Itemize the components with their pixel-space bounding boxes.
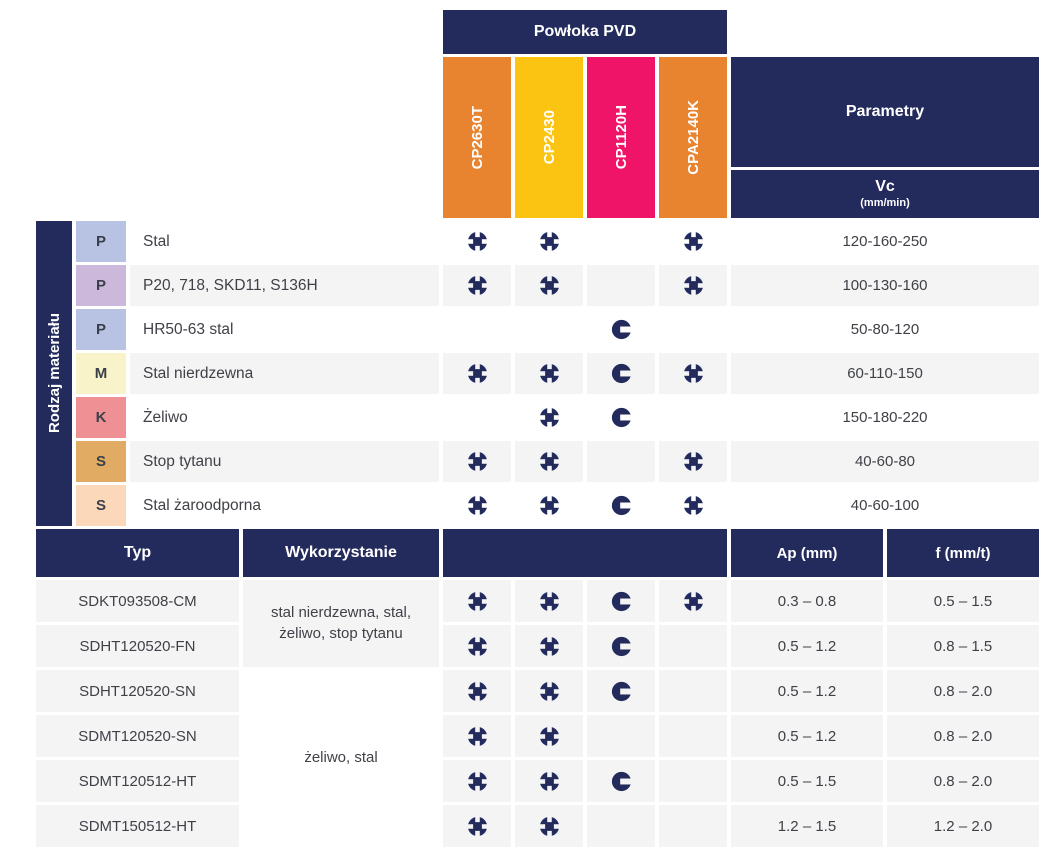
f-value: 0.8 – 2.0 [887, 715, 1039, 757]
f-value: 0.5 – 1.5 [887, 580, 1039, 622]
ap-value: 0.3 – 0.8 [731, 580, 883, 622]
coating-mark-cell [443, 265, 511, 306]
gear-icon [683, 451, 704, 472]
coating-mark-cell [587, 715, 655, 757]
gear-icon [539, 231, 560, 252]
vc-label: Vc [875, 178, 895, 196]
gear-icon [539, 726, 560, 747]
coating-mark-cell [515, 760, 583, 802]
gear-icon [683, 591, 704, 612]
coating-mark-cell [443, 805, 511, 847]
coating-mark-cell [659, 485, 727, 526]
coating-mark-cell [587, 309, 655, 350]
empty-header-block [443, 529, 727, 577]
material-name: Stal żaroodporna [143, 496, 262, 514]
gear-icon [467, 451, 488, 472]
coating-mark-cell [515, 309, 583, 350]
pvd-coating-header: Powłoka PVD [443, 10, 727, 54]
ap-value: 0.5 – 1.2 [731, 715, 883, 757]
material-name: Żeliwo [143, 408, 188, 426]
usage-cell: żeliwo, stal [304, 749, 378, 767]
gear-icon [539, 495, 560, 516]
gear-icon [467, 495, 488, 516]
material-badge: P [76, 309, 126, 350]
coating-mark-cell [515, 625, 583, 667]
gear-icon [539, 591, 560, 612]
coating-mark-cell [587, 805, 655, 847]
type-code: SDMT120520-SN [36, 715, 239, 757]
gear-icon [467, 681, 488, 702]
coating-mark-cell [587, 221, 655, 262]
notched-circle-icon [611, 495, 632, 516]
coating-mark-cell [515, 353, 583, 394]
gear-icon [683, 495, 704, 516]
f-value: 1.2 – 2.0 [887, 805, 1039, 847]
coating-mark-cell [659, 441, 727, 482]
ap-value: 0.5 – 1.2 [731, 625, 883, 667]
gear-icon [467, 231, 488, 252]
gear-icon [539, 816, 560, 837]
usage-column-header: Wykorzystanie [243, 529, 439, 577]
material-name: HR50-63 stal [143, 320, 234, 338]
vc-value: 150-180-220 [842, 409, 928, 426]
material-badge: P [76, 265, 126, 306]
material-type-axis [36, 221, 72, 526]
material-name: P20, 718, SKD11, S136H [130, 265, 439, 306]
gear-icon [683, 363, 704, 384]
coating-mark-cell [587, 353, 655, 394]
vc-value: 50-80-120 [850, 321, 920, 338]
coating-mark-cell [659, 397, 727, 438]
type-code: SDMT120512-HT [36, 760, 239, 802]
gear-icon [539, 771, 560, 792]
gear-icon [539, 451, 560, 472]
vc-header [731, 170, 1039, 218]
material-badge: K [76, 397, 126, 438]
coating-mark-cell [587, 670, 655, 712]
coating-mark-cell [443, 485, 511, 526]
types-table [36, 529, 1064, 847]
coating-mark-cell [587, 580, 655, 622]
coating-mark-cell [587, 760, 655, 802]
coating-mark-cell [443, 760, 511, 802]
vc-value: 40-60-80 [731, 441, 1039, 482]
coating-column-cp2630t [443, 57, 511, 218]
coating-mark-cell [443, 625, 511, 667]
coating-mark-cell [443, 221, 511, 262]
coating-mark-cell [515, 715, 583, 757]
coating-mark-cell [515, 805, 583, 847]
material-badge: S [76, 485, 126, 526]
coating-mark-cell [659, 760, 727, 802]
coating-label: CP2430 [540, 110, 558, 165]
gear-icon [683, 231, 704, 252]
gear-icon [539, 636, 560, 657]
notched-circle-icon [611, 407, 632, 428]
coating-mark-cell [587, 265, 655, 306]
coating-mark-cell [587, 441, 655, 482]
vc-value: 40-60-100 [850, 497, 920, 514]
material-name: Stal nierdzewna [130, 353, 439, 394]
gear-icon [683, 275, 704, 296]
typ-column-header: Typ [36, 529, 239, 577]
coating-mark-cell [443, 309, 511, 350]
gear-icon [467, 771, 488, 792]
f-column-header: f (mm/t) [887, 529, 1039, 577]
type-code: SDHT120520-SN [36, 670, 239, 712]
coating-mark-cell [659, 580, 727, 622]
notched-circle-icon [611, 591, 632, 612]
material-name: Stal [143, 232, 170, 250]
parameters-header: Parametry [731, 57, 1039, 167]
coating-label: CPA2140K [684, 100, 702, 175]
coating-mark-cell [659, 715, 727, 757]
gear-icon [539, 275, 560, 296]
coating-mark-cell [587, 485, 655, 526]
ap-column-header: Ap (mm) [731, 529, 883, 577]
usage-cell: stal nierdzewna, stal, żeliwo, stop tytanu [243, 580, 439, 667]
coating-label: CP2630T [468, 105, 486, 170]
gear-icon [467, 591, 488, 612]
materials-table [36, 10, 1064, 526]
coating-mark-cell [515, 265, 583, 306]
material-axis-label: Rodzaj materiału [45, 313, 63, 434]
gear-icon [467, 363, 488, 384]
coating-mark-cell [443, 580, 511, 622]
type-code: SDKT093508-CM [36, 580, 239, 622]
gear-icon [467, 636, 488, 657]
coating-mark-cell [443, 715, 511, 757]
type-code: SDMT150512-HT [36, 805, 239, 847]
gear-icon [539, 407, 560, 428]
coating-column-cpa2140k [659, 57, 727, 218]
gear-icon [539, 363, 560, 384]
notched-circle-icon [611, 681, 632, 702]
notched-circle-icon [611, 363, 632, 384]
coating-mark-cell [587, 625, 655, 667]
coating-mark-cell [659, 309, 727, 350]
coating-mark-cell [515, 441, 583, 482]
coating-mark-cell [515, 670, 583, 712]
coating-mark-cell [515, 485, 583, 526]
coating-mark-cell [443, 353, 511, 394]
coating-label: CP1120H [612, 105, 630, 170]
material-badge: S [76, 441, 126, 482]
vc-unit-label: (mm/min) [860, 196, 910, 209]
coating-mark-cell [659, 221, 727, 262]
coating-mark-cell [659, 625, 727, 667]
coating-mark-cell [659, 805, 727, 847]
coating-mark-cell [443, 670, 511, 712]
coating-column-cp2430 [515, 57, 583, 218]
f-value: 0.8 – 1.5 [887, 625, 1039, 667]
coating-mark-cell [587, 397, 655, 438]
coating-mark-cell [659, 353, 727, 394]
f-value: 0.8 – 2.0 [887, 670, 1039, 712]
coating-mark-cell [659, 670, 727, 712]
gear-icon [467, 726, 488, 747]
vc-value: 60-110-150 [731, 353, 1039, 394]
gear-icon [467, 816, 488, 837]
coating-mark-cell [515, 397, 583, 438]
ap-value: 1.2 – 1.5 [731, 805, 883, 847]
material-badge: P [76, 221, 126, 262]
coating-column-cp1120h [587, 57, 655, 218]
vc-value: 100-130-160 [731, 265, 1039, 306]
material-badge: M [76, 353, 126, 394]
notched-circle-icon [611, 771, 632, 792]
ap-value: 0.5 – 1.5 [731, 760, 883, 802]
coating-mark-cell [515, 221, 583, 262]
ap-value: 0.5 – 1.2 [731, 670, 883, 712]
gear-icon [539, 681, 560, 702]
coating-mark-cell [443, 441, 511, 482]
notched-circle-icon [611, 636, 632, 657]
coating-mark-cell [515, 580, 583, 622]
coating-mark-cell [443, 397, 511, 438]
coating-mark-cell [659, 265, 727, 306]
vc-value: 120-160-250 [842, 233, 928, 250]
material-name: Stop tytanu [130, 441, 439, 482]
f-value: 0.8 – 2.0 [887, 760, 1039, 802]
type-code: SDHT120520-FN [36, 625, 239, 667]
notched-circle-icon [611, 319, 632, 340]
gear-icon [467, 275, 488, 296]
